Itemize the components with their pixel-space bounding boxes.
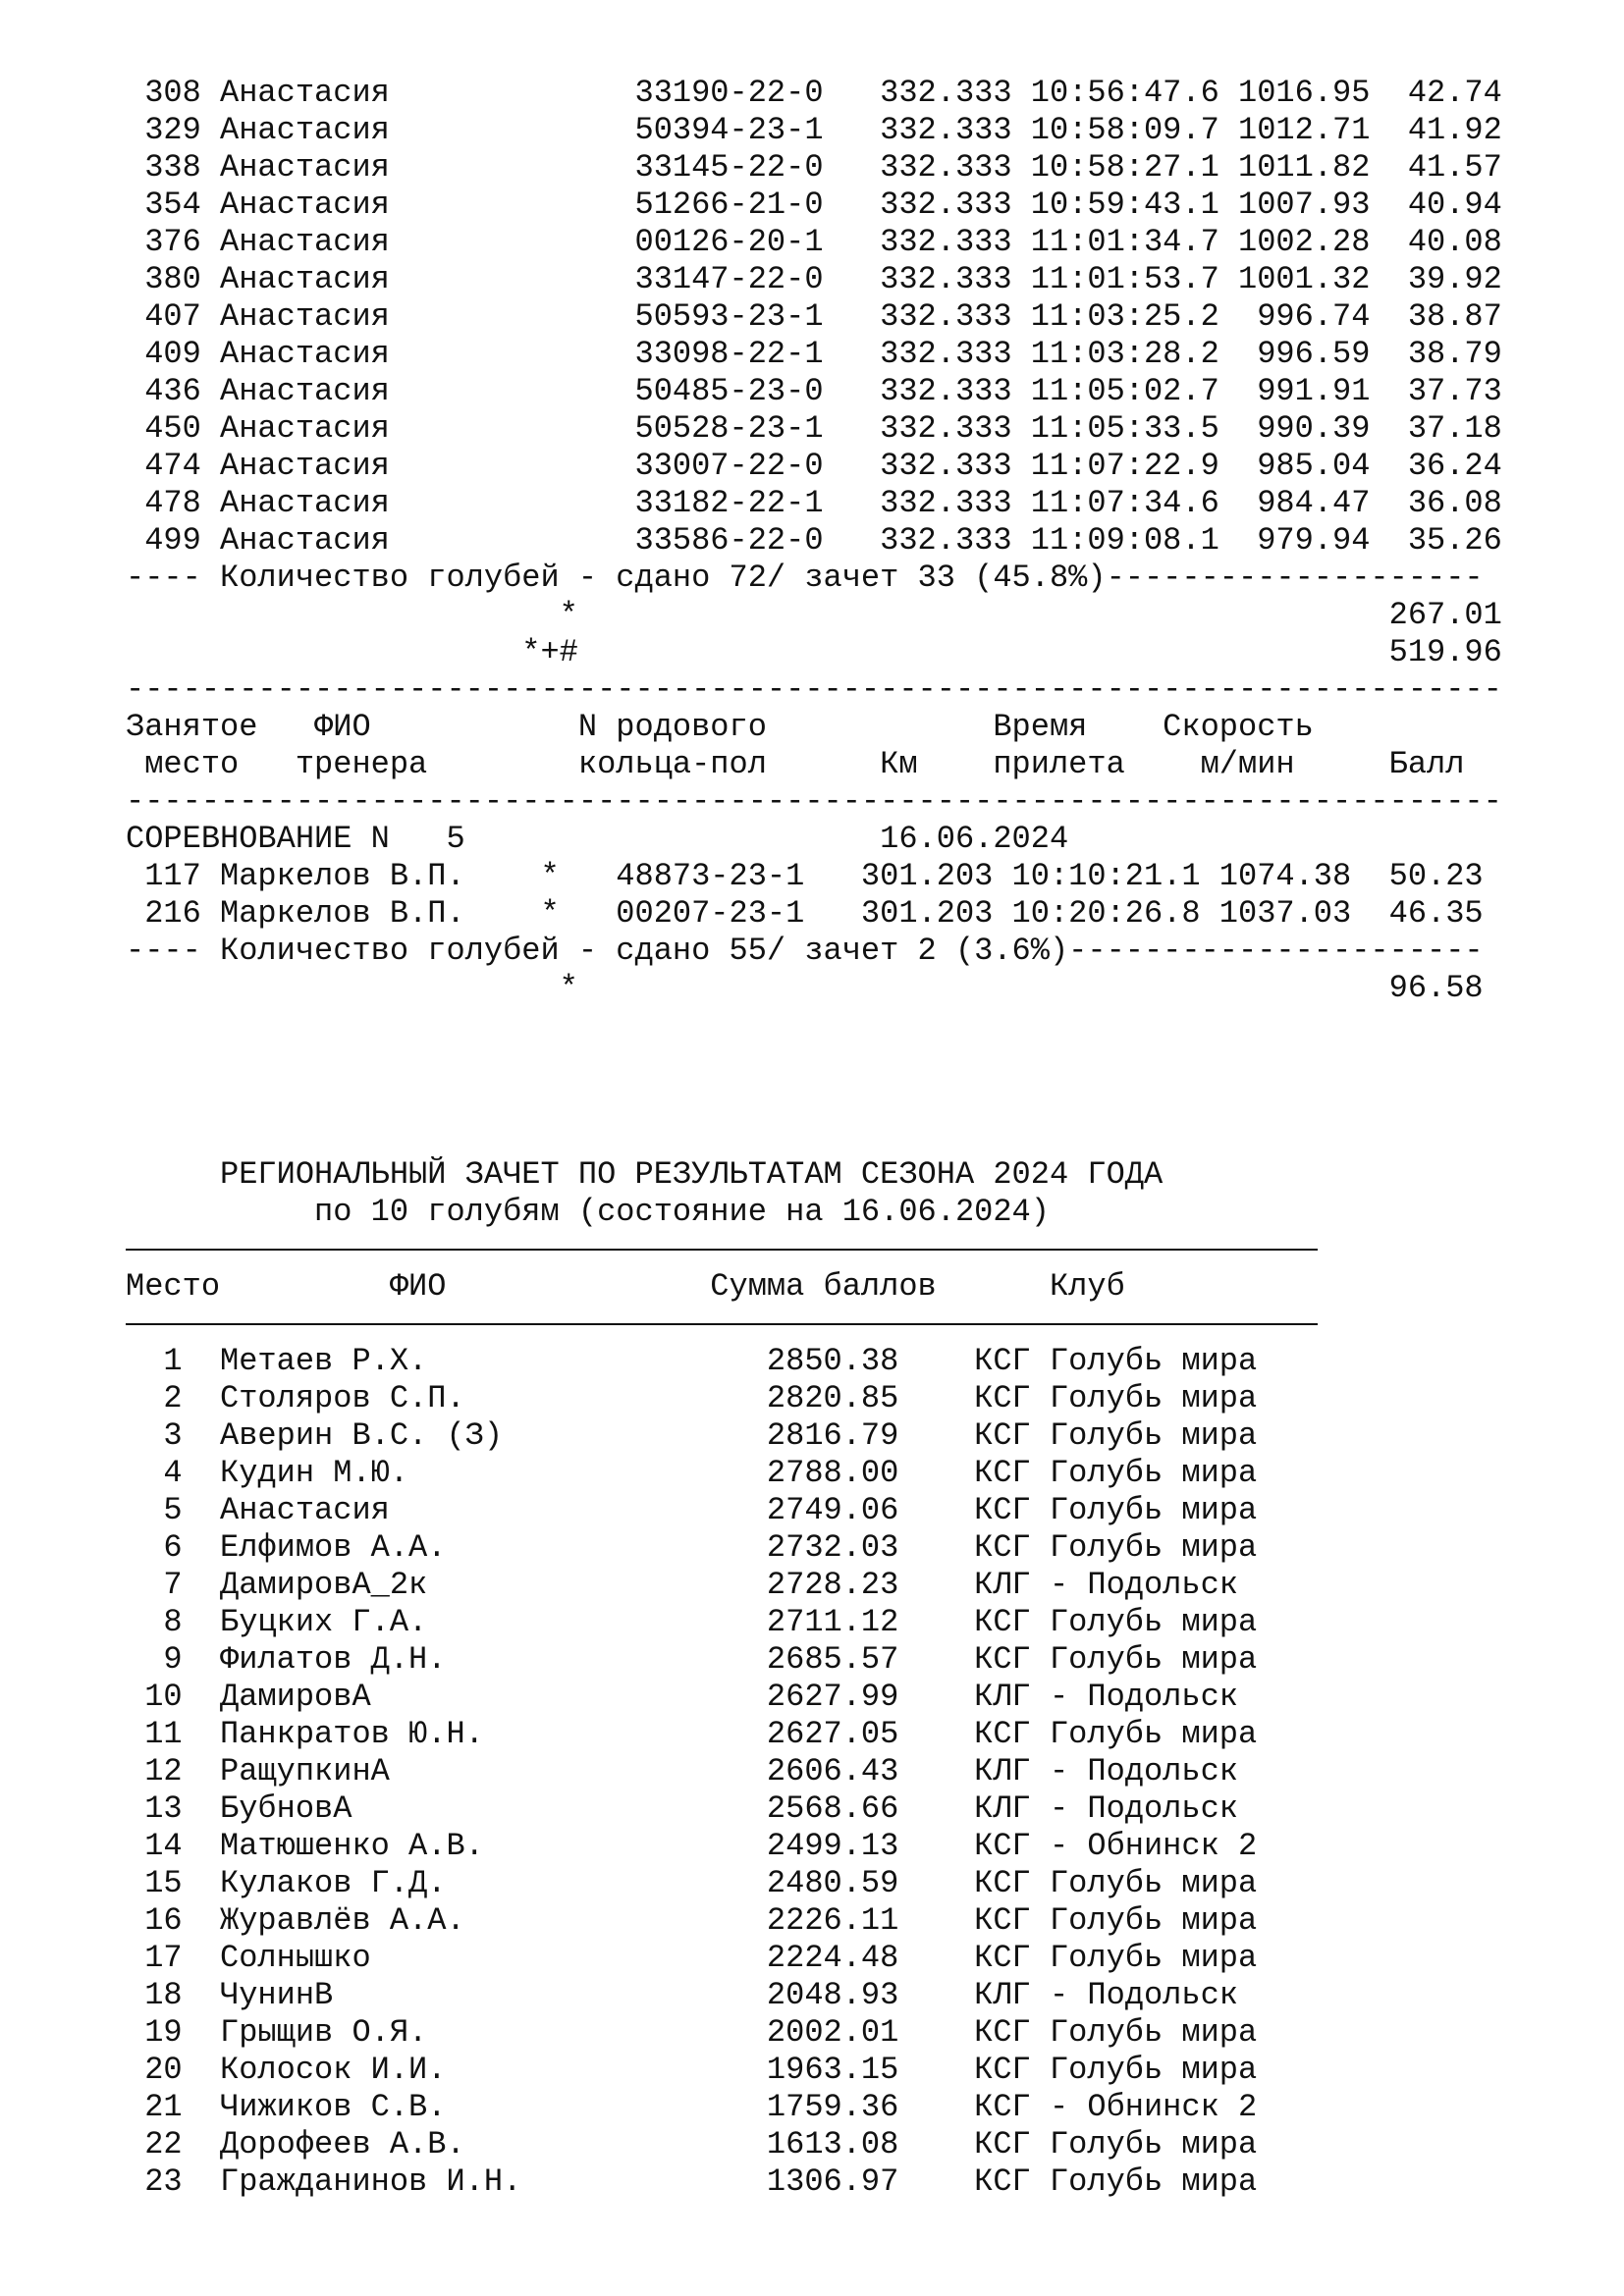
result-row: 478 Анастасия 33182-22-1 332.333 11:07:34.6 984.47 36.08 [126, 485, 1502, 521]
result-row: 450 Анастасия 50528-23-1 332.333 11:05:33.5 990.39 37.18 [126, 410, 1502, 447]
standings-row: 16 Журавлёв А.А. 2226.11 КСГ Голубь мира [126, 1902, 1258, 1939]
result-row: 499 Анастасия 33586-22-0 332.333 11:09:08.1 979.94 35.26 [126, 522, 1502, 559]
standings-row: 3 Аверин В.С. (З) 2816.79 КСГ Голубь мира [126, 1417, 1258, 1454]
dashed-divider: ------------------------------------------------------------------------- [126, 671, 1502, 708]
pigeon-count-line: ---- Количество голубей - сдано 55/ зачет 2 (3.6%)---------------------- [126, 933, 1484, 969]
standings-row: 11 Панкратов Ю.Н. 2627.05 КСГ Голубь мира [126, 1716, 1258, 1752]
standings-row: 2 Столяров С.П. 2820.85 КСГ Голубь мира [126, 1380, 1258, 1416]
result-row: 308 Анастасия 33190-22-0 332.333 10:56:47.6 1016.95 42.74 [126, 75, 1502, 111]
regional-subtitle: по 10 голубям (состояние на 16.06.2024) [126, 1194, 1050, 1230]
standings-row: 20 Колосок И.И. 1963.15 КСГ Голубь мира [126, 2052, 1258, 2088]
standings-row: 8 Буцких Г.А. 2711.12 КСГ Голубь мира [126, 1604, 1258, 1640]
standings-row: 18 ЧунинВ 2048.93 КЛГ - Подольск [126, 1977, 1238, 2013]
star-total-line: * 96.58 [126, 970, 1484, 1006]
result-row: 407 Анастасия 50593-23-1 332.333 11:03:25.2 996.74 38.87 [126, 298, 1502, 335]
standings-row: 5 Анастасия 2749.06 КСГ Голубь мира [126, 1492, 1258, 1528]
standings-row: 10 ДамировА 2627.99 КЛГ - Подольск [126, 1679, 1238, 1715]
standings-row: 15 Кулаков Г.Д. 2480.59 КСГ Голубь мира [126, 1865, 1258, 1901]
regional-title: РЕГИОНАЛЬНЫЙ ЗАЧЕТ ПО РЕЗУЛЬТАТАМ СЕЗОНА 2024 ГОДА [126, 1156, 1164, 1193]
result-row: 329 Анастасия 50394-23-1 332.333 10:58:09.7 1012.71 41.92 [126, 112, 1502, 148]
standings-row: 21 Чижиков С.В. 1759.36 КСГ - Обнинск 2 [126, 2089, 1258, 2125]
standings-row: 6 Елфимов А.А. 2732.03 КСГ Голубь мира [126, 1529, 1258, 1566]
star-plus-hash-total-line: *+# 519.96 [126, 634, 1502, 670]
result-row: 436 Анастасия 50485-23-0 332.333 11:05:02.7 991.91 37.73 [126, 373, 1502, 409]
result-row: 216 Маркелов В.П. * 00207-23-1 301.203 10:20:26.8 1037.03 46.35 [126, 895, 1484, 932]
star-total-line: * 267.01 [126, 597, 1502, 633]
standings-row: 22 Дорофеев А.В. 1613.08 КСГ Голубь мира [126, 2126, 1258, 2163]
result-row: 117 Маркелов В.П. * 48873-23-1 301.203 10:10:21.1 1074.38 50.23 [126, 858, 1484, 894]
result-row: 338 Анастасия 33145-22-0 332.333 10:58:27.1 1011.82 41.57 [126, 149, 1502, 186]
standings-row: 13 БубновА 2568.66 КЛГ - Подольск [126, 1790, 1238, 1827]
standings-header: Место ФИО Сумма баллов Клуб [126, 1268, 1125, 1305]
result-row: 409 Анастасия 33098-22-1 332.333 11:03:28.2 996.59 38.79 [126, 336, 1502, 372]
table-header-rule [126, 1323, 1318, 1325]
standings-row: 19 Грыщив О.Я. 2002.01 КСГ Голубь мира [126, 2014, 1258, 2051]
standings-row: 1 Метаев Р.Х. 2850.38 КСГ Голубь мира [126, 1343, 1258, 1379]
table-top-rule [126, 1249, 1318, 1251]
result-row: 354 Анастасия 51266-21-0 332.333 10:59:43.1 1007.93 40.94 [126, 187, 1502, 223]
pigeon-count-line: ---- Количество голубей - сдано 72/ зачет 33 (45.8%)-------------------- [126, 560, 1484, 596]
competition-title: СОРЕВНОВАНИЕ N 5 16.06.2024 [126, 821, 1069, 857]
standings-row: 23 Гражданинов И.Н. 1306.97 КСГ Голубь мира [126, 2163, 1258, 2200]
standings-row: 17 Солнышко 2224.48 КСГ Голубь мира [126, 1940, 1258, 1976]
standings-row: 14 Матюшенко А.В. 2499.13 КСГ - Обнинск 2 [126, 1828, 1258, 1864]
result-row: 474 Анастасия 33007-22-0 332.333 11:07:22.9 985.04 36.24 [126, 448, 1502, 484]
result-row: 376 Анастасия 00126-20-1 332.333 11:01:34.7 1002.28 40.08 [126, 224, 1502, 260]
standings-row: 9 Филатов Д.Н. 2685.57 КСГ Голубь мира [126, 1641, 1258, 1678]
column-header-line-2: место тренера кольца-пол Км прилета м/мин Балл [126, 746, 1465, 782]
column-header-line-1: Занятое ФИО N родового Время Скорость [126, 709, 1314, 745]
standings-row: 4 Кудин М.Ю. 2788.00 КСГ Голубь мира [126, 1455, 1258, 1491]
standings-row: 12 РащупкинА 2606.43 КЛГ - Подольск [126, 1753, 1238, 1789]
result-row: 380 Анастасия 33147-22-0 332.333 11:01:53.7 1001.32 39.92 [126, 261, 1502, 297]
dashed-divider: ------------------------------------------------------------------------- [126, 783, 1502, 820]
standings-row: 7 ДамировА_2к 2728.23 КЛГ - Подольск [126, 1567, 1238, 1603]
